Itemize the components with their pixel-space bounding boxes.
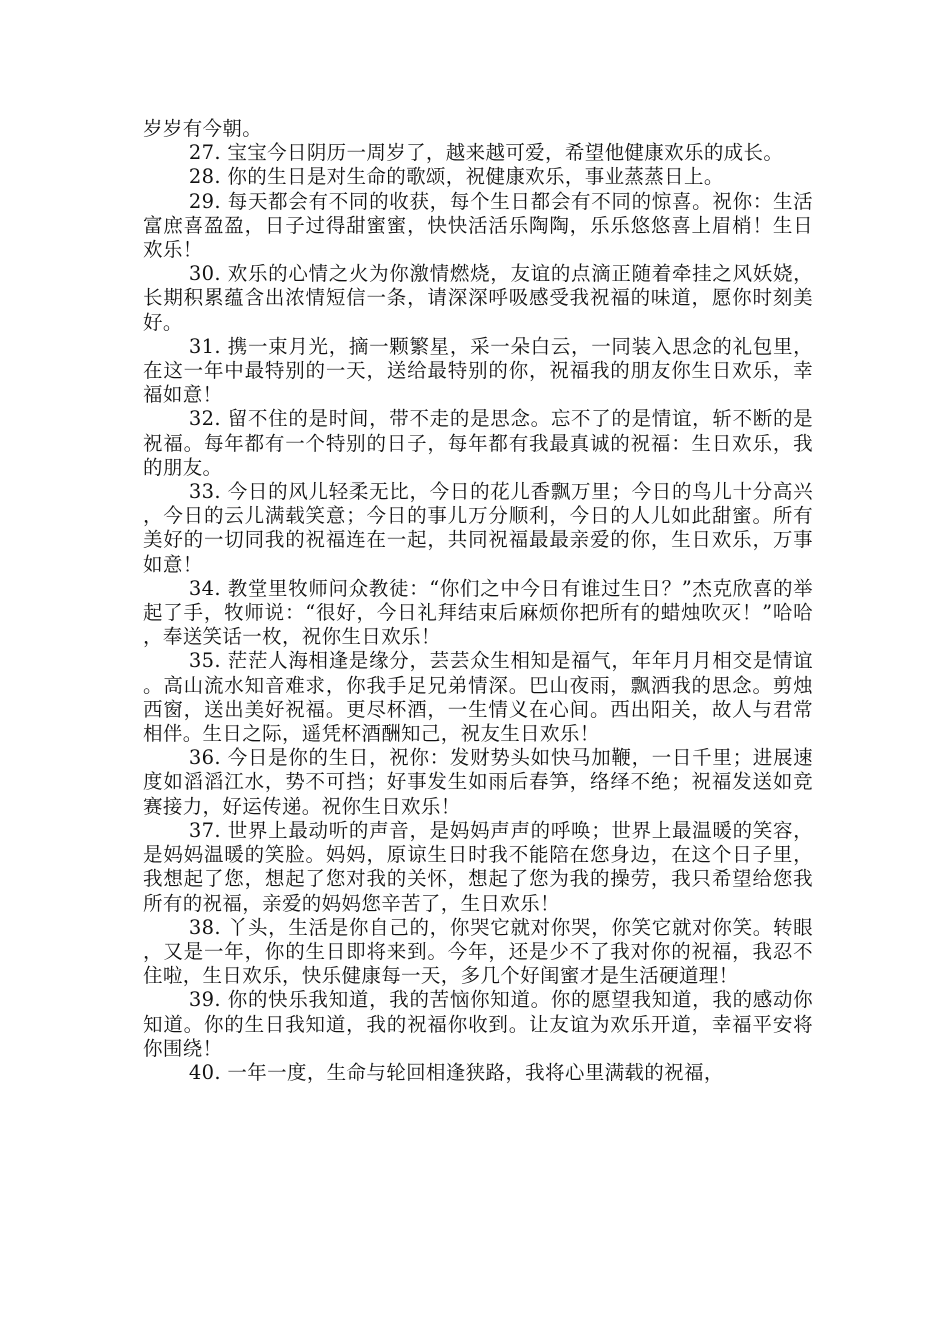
paragraph-34: 34. 教堂里牧师问众教徒：“你们之中今日有谁过生日？”杰克欣喜的举起了手，牧师说：“很好，今日礼拜结束后麻烦你把所有的蜡烛吹灭！”哈哈，奉送笑话一枚，祝你生日欢乐！ xyxy=(143,576,813,649)
paragraph-27: 27. 宝宝今日阴历一周岁了，越来越可爱，希望他健康欢乐的成长。 xyxy=(188,141,784,165)
document-body xyxy=(143,117,813,1085)
paragraph-32: 32. 留不住的是时间，带不走的是思念。忘不了的是情谊，斩不断的是祝福。每年都有一个特别的日子，每年都有我最真诚的祝福：生日欢乐，我的朋友。 xyxy=(143,407,813,479)
paragraph-30: 30. 欢乐的心情之火为你激情燃烧，友谊的点滴正随着牵挂之风妖娆，长期积累蕴含出浓情短信一条，请深深呼吸感受我祝福的味道，愿你时刻美好。 xyxy=(143,262,813,334)
paragraph-38: 38. 丫头，生活是你自己的，你哭它就对你哭，你笑它就对你笑。转眼，又是一年，你的生日即将来到。今年，还是少不了我对你的祝福，我忍不住啦，生日欢乐，快乐健康每一天，多几个好闺蜜才是生活硬道理！ xyxy=(143,915,813,988)
paragraph-40: 40. 一年一度，生命与轮回相逢狭路，我将心里满载的祝福， xyxy=(188,1060,724,1084)
paragraph-39: 39. 你的快乐我知道，我的苦恼你知道。你的愿望我知道，我的感动你知道。你的生日我知道，我的祝福你收到。让友谊为欢乐开道，幸福平安将你围绕！ xyxy=(143,988,813,1060)
paragraph-33: 33. 今日的风儿轻柔无比，今日的花儿香飘万里；今日的鸟儿十分高兴，今日的云儿满载笑意；今日的事儿万分顺利，今日的人儿如此甜蜜。所有美好的一切同我的祝福连在一起，共同祝福最最亲爱的你，生日欢乐，万事如意！ xyxy=(143,480,813,576)
paragraph-29: 29. 每天都会有不同的收获，每个生日都会有不同的惊喜。祝你：生活富庶喜盈盈，日子过得甜蜜蜜，快快活活乐陶陶，乐乐悠悠喜上眉梢！生日欢乐！ xyxy=(143,189,813,262)
paragraph-35: 35. 茫茫人海相逢是缘分，芸芸众生相知是福气，年年月月相交是情谊。高山流水知音难求，你我手足兄弟情深。巴山夜雨，飘洒我的思念。剪烛西窗，送出美好祝福。更尽杯酒，一生情义在心间。西出阳关，故人与君常相伴。生日之际，遥凭杯酒酬知己，祝友生日欢乐！ xyxy=(143,649,813,746)
paragraph-28: 28. 你的生日是对生命的歌颂，祝健康欢乐，事业蒸蒸日上。 xyxy=(188,165,724,189)
paragraph-37: 37. 世界上最动听的声音，是妈妈声声的呼唤；世界上最温暖的笑容，是妈妈温暖的笑脸。妈妈，原谅生日时我不能陪在您身边，在这个日子里，我想起了您，想起了您对我的关怀，想起了您为我的操劳，我只希望给您我所有的祝福，亲爱的妈妈您辛苦了，生日欢乐！ xyxy=(143,818,813,915)
continued-paragraph: 岁岁有今朝。 xyxy=(143,117,263,140)
paragraph-36: 36. 今日是你的生日，祝你：发财势头如快马加鞭，一日千里；进展速度如滔滔江水，势不可挡；好事发生如雨后春笋，络绎不绝；祝福发送如竞赛接力，好运传递。祝你生日欢乐！ xyxy=(143,746,813,818)
paragraph-31: 31. 携一束月光，摘一颗繁星，采一朵白云，一同装入思念的礼包里，在这一年中最特别的一天，送给最特别的你，祝福我的朋友你生日欢乐，幸福如意！ xyxy=(143,334,813,407)
